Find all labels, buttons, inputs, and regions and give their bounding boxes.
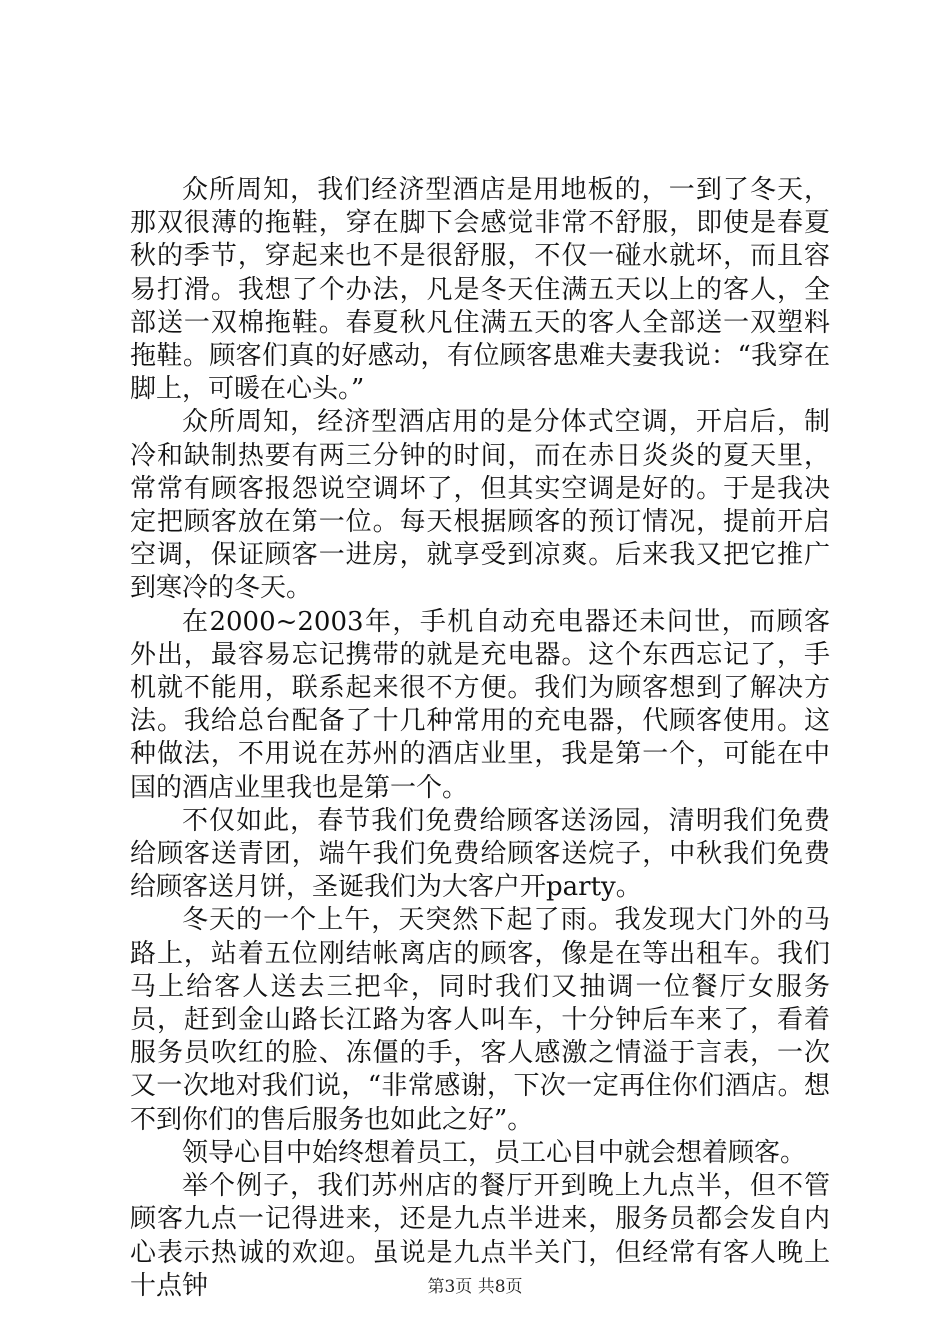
paragraph-air-conditioning: 众所周知，经济型酒店用的是分体式空调，开启后，制冷和缺制热要有两三分钟的时间，而在赤日炎炎的夏天里，常常有顾客报怨说空调坏了，但其实空调是好的。于是我决定把顾客放在第一位。每天根据顾客的预订情况，提前开启空调，保证顾客一进房，就享受到凉爽。后来我又把它推广到寒冷的冬天。 <box>130 407 830 604</box>
paragraph-leadership: 领导心目中始终想着员工，员工心目中就会想着顾客。 <box>182 1137 807 1168</box>
page-number-footer: 第3页 共8页 <box>427 1277 523 1297</box>
paragraph-slippers: 众所周知，我们经济型酒店是用地板的，一到了冬天，那双很薄的拖鞋，穿在脚下会感觉非常不舒服，即使是春夏秋的季节，穿起来也不是很舒服，不仅一碰水就坏，而且容易打滑。我想了个办法，凡是冬天住满五天以上的客人，全部送一双棉拖鞋。春夏秋凡住满五天的客人全部送一双塑料拖鞋。顾客们真的好感动，有位顾客患难夫妻我说：“我穿在脚上，可暖在心头。” <box>130 175 830 405</box>
paragraph-rainy-day: 冬天的一个上午，天突然下起了雨。我发现大门外的马路上，站着五位刚结帐离店的顾客，像是在等出租车。我们马上给客人送去三把伞，同时我们又抽调一位餐厅女服务员，赶到金山路长江路为客人叫车，十分钟后车来了，看着服务员吹红的脸、冻僵的手，客人感激之情溢于言表，一次又一次地对我们说，“非常感谢，下次一定再住你们酒店。想不到你们的售后服务也如此之好”。 <box>130 905 830 1135</box>
paragraph-chargers: 在2000~2003年，手机自动充电器还未问世，而顾客外出，最容易忘记携带的就是充电器。这个东西忘记了，手机就不能用，联系起来很不方便。我们为顾客想到了解决方法。我给总台配备了十几种常用的充电器，代顾客使用。这种做法，不用说在苏州的酒店业里，我是第一个，可能在中国的酒店业里我也是第一个。 <box>130 606 830 803</box>
document-body <box>130 174 830 1303</box>
paragraph-holiday-gifts: 不仅如此，春节我们免费给顾客送汤园，清明我们免费给顾客送青团，端午我们免费给顾客送烷子，中秋我们免费给顾客送月饼，圣诞我们为大客户开party。 <box>130 805 830 903</box>
paragraph-restaurant-example: 举个例子，我们苏州店的餐厅开到晚上九点半，但不管顾客九点一记得进来，还是九点半进来，服务员都会发自内心表示热诚的欢迎。虽说是九点半关门，但经常有客人晚上十点钟 <box>130 1171 830 1301</box>
